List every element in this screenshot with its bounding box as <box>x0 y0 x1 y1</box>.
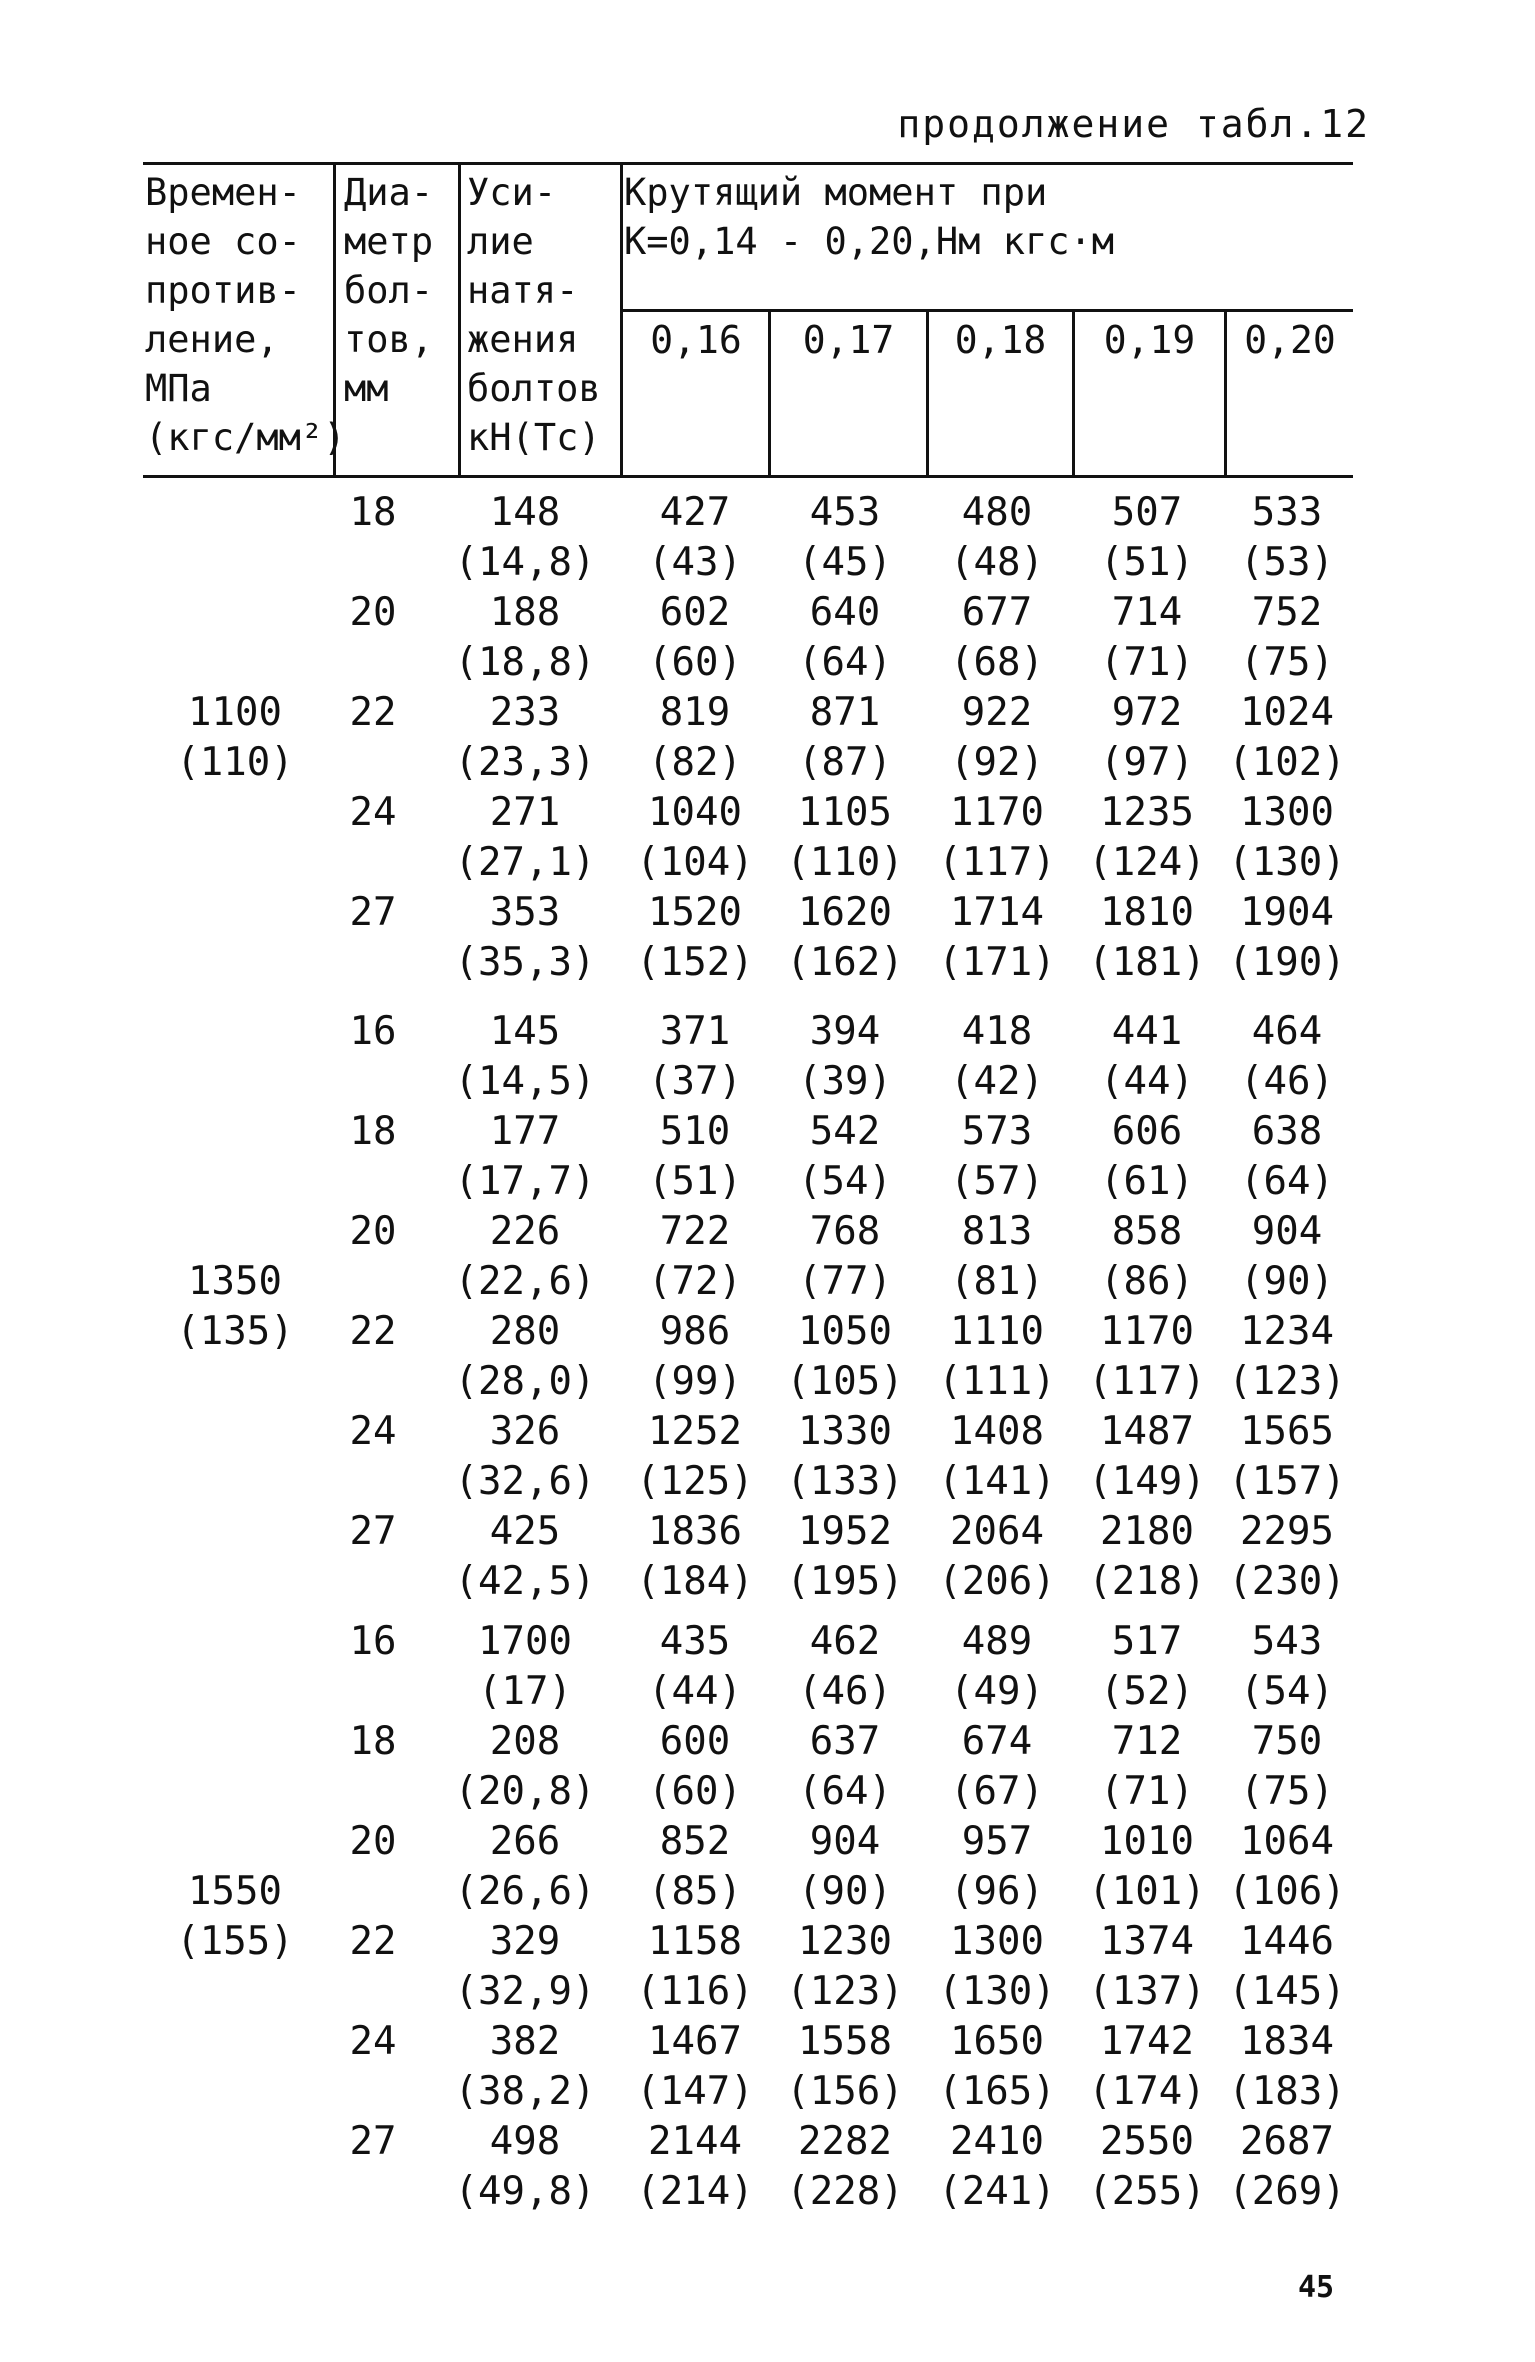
torque-nm-k0: 1040 <box>648 790 742 835</box>
header-bottom-rule <box>143 475 1353 478</box>
header-bolt-diameter: Диа- метр бол- тов, мм <box>344 171 434 410</box>
torque-kgfm-k1: (110) <box>786 840 904 885</box>
torque-kgfm-k0: (85) <box>648 1869 742 1914</box>
header-k-018: 0,18 <box>954 318 1047 362</box>
torque-nm-k3: 1487 <box>1100 1409 1194 1454</box>
torque-kgfm-k3: (86) <box>1100 1259 1194 1304</box>
bolt-diameter: 27 <box>349 890 397 935</box>
tensile-strength-kgf: (155) <box>176 1919 294 1964</box>
torque-nm-k2: 813 <box>961 1209 1033 1254</box>
torque-nm-k0: 1252 <box>648 1409 742 1454</box>
tension-force-kn: 266 <box>489 1819 561 1864</box>
tension-force-tc: (35,3) <box>454 940 596 985</box>
torque-kgfm-k2: (96) <box>950 1869 1044 1914</box>
torque-kgfm-k0: (99) <box>648 1359 742 1404</box>
torque-nm-k0: 435 <box>659 1619 731 1664</box>
torque-nm-k4: 1565 <box>1240 1409 1334 1454</box>
torque-kgfm-k3: (61) <box>1100 1159 1194 1204</box>
torque-nm-k2: 677 <box>961 590 1033 635</box>
tension-force-kn: 1700 <box>478 1619 572 1664</box>
torque-kgfm-k0: (116) <box>636 1969 754 2014</box>
torque-nm-k0: 1520 <box>648 890 742 935</box>
bolt-diameter: 18 <box>349 1109 397 1154</box>
torque-nm-k1: 640 <box>809 590 881 635</box>
bolt-diameter: 16 <box>349 1009 397 1054</box>
torque-nm-k3: 858 <box>1111 1209 1183 1254</box>
torque-kgfm-k0: (72) <box>648 1259 742 1304</box>
torque-nm-k3: 1742 <box>1100 2019 1194 2064</box>
torque-kgfm-k0: (82) <box>648 740 742 785</box>
torque-nm-k0: 510 <box>659 1109 731 1154</box>
bolt-diameter: 20 <box>349 1819 397 1864</box>
torque-kgfm-k4: (123) <box>1228 1359 1346 1404</box>
torque-kgfm-k4: (90) <box>1240 1259 1334 1304</box>
torque-kgfm-k3: (137) <box>1088 1969 1206 2014</box>
tension-force-kn: 382 <box>489 2019 561 2064</box>
tension-force-kn: 188 <box>489 590 561 635</box>
header-k-019: 0,19 <box>1103 318 1196 362</box>
torque-kgfm-k2: (67) <box>950 1769 1044 1814</box>
torque-nm-k4: 1834 <box>1240 2019 1334 2064</box>
torque-nm-k1: 1230 <box>798 1919 892 1964</box>
torque-kgfm-k2: (68) <box>950 640 1044 685</box>
header-top-rule <box>143 162 1353 165</box>
bolt-diameter: 18 <box>349 1719 397 1764</box>
tension-force-tc: (49,8) <box>454 2169 596 2214</box>
torque-nm-k3: 2550 <box>1100 2119 1194 2164</box>
header-k-020: 0,20 <box>1244 318 1336 362</box>
tension-force-kn: 233 <box>489 690 561 735</box>
bolt-diameter: 16 <box>349 1619 397 1664</box>
torque-kgfm-k3: (51) <box>1100 540 1194 585</box>
torque-kgfm-k1: (156) <box>786 2069 904 2114</box>
tensile-strength-kgf: (135) <box>176 1309 294 1354</box>
tension-force-tc: (22,6) <box>454 1259 596 1304</box>
torque-kgfm-k0: (44) <box>648 1669 742 1714</box>
torque-kgfm-k0: (60) <box>648 1769 742 1814</box>
torque-kgfm-k2: (81) <box>950 1259 1044 1304</box>
bolt-diameter: 24 <box>349 1409 397 1454</box>
tension-force-kn: 329 <box>489 1919 561 1964</box>
page-number: 45 <box>1298 2270 1335 2305</box>
tension-force-tc: (17) <box>478 1669 572 1714</box>
torque-kgfm-k2: (117) <box>938 840 1056 885</box>
torque-nm-k3: 712 <box>1111 1719 1183 1764</box>
torque-nm-k3: 1010 <box>1100 1819 1194 1864</box>
torque-kgfm-k2: (171) <box>938 940 1056 985</box>
tensile-strength-value: 1100 <box>188 690 282 735</box>
tension-force-kn: 226 <box>489 1209 561 1254</box>
header-tensile-strength: Времен- ное со- против- ление, МПа (кгс/мм²) <box>145 171 346 459</box>
torque-kgfm-k2: (92) <box>950 740 1044 785</box>
torque-kgfm-k4: (54) <box>1240 1669 1334 1714</box>
torque-nm-k1: 1558 <box>798 2019 892 2064</box>
torque-kgfm-k4: (157) <box>1228 1459 1346 1504</box>
bolt-diameter: 20 <box>349 1209 397 1254</box>
tension-force-tc: (18,8) <box>454 640 596 685</box>
bolt-diameter: 27 <box>349 2119 397 2164</box>
torque-kgfm-k2: (241) <box>938 2169 1056 2214</box>
torque-nm-k1: 871 <box>809 690 881 735</box>
tensile-strength-value: 1350 <box>188 1259 282 1304</box>
tension-force-tc: (32,9) <box>454 1969 596 2014</box>
torque-nm-k2: 2064 <box>950 1509 1044 1554</box>
torque-kgfm-k2: (42) <box>950 1059 1044 1104</box>
torque-nm-k2: 1170 <box>950 790 1044 835</box>
torque-kgfm-k1: (195) <box>786 1559 904 1604</box>
torque-nm-k3: 507 <box>1111 490 1183 535</box>
torque-nm-k2: 480 <box>961 490 1033 535</box>
subheader-rule <box>623 309 1353 312</box>
torque-nm-k1: 637 <box>809 1719 881 1764</box>
torque-kgfm-k4: (106) <box>1228 1869 1346 1914</box>
torque-kgfm-k1: (54) <box>798 1159 892 1204</box>
torque-nm-k3: 714 <box>1111 590 1183 635</box>
torque-nm-k4: 904 <box>1251 1209 1323 1254</box>
torque-nm-k1: 768 <box>809 1209 881 1254</box>
torque-kgfm-k2: (141) <box>938 1459 1056 1504</box>
torque-kgfm-k0: (147) <box>636 2069 754 2114</box>
torque-kgfm-k1: (77) <box>798 1259 892 1304</box>
header-k-017: 0,17 <box>802 318 895 362</box>
tension-force-tc: (17,7) <box>454 1159 596 1204</box>
torque-kgfm-k4: (75) <box>1240 1769 1334 1814</box>
torque-kgfm-k1: (90) <box>798 1869 892 1914</box>
torque-kgfm-k2: (130) <box>938 1969 1056 2014</box>
torque-nm-k0: 600 <box>659 1719 731 1764</box>
tension-force-tc: (38,2) <box>454 2069 596 2114</box>
bolt-diameter: 24 <box>349 2019 397 2064</box>
torque-kgfm-k3: (149) <box>1088 1459 1206 1504</box>
torque-kgfm-k3: (181) <box>1088 940 1206 985</box>
bolt-diameter: 22 <box>349 690 397 735</box>
tension-force-tc: (26,6) <box>454 1869 596 1914</box>
torque-nm-k3: 1374 <box>1100 1919 1194 1964</box>
torque-kgfm-k0: (184) <box>636 1559 754 1604</box>
torque-kgfm-k0: (125) <box>636 1459 754 1504</box>
tension-force-tc: (14,5) <box>454 1059 596 1104</box>
torque-kgfm-k3: (117) <box>1088 1359 1206 1404</box>
torque-nm-k2: 922 <box>961 690 1033 735</box>
tension-force-kn: 280 <box>489 1309 561 1354</box>
header-divider-2 <box>458 162 461 475</box>
torque-kgfm-k4: (46) <box>1240 1059 1334 1104</box>
torque-kgfm-k4: (130) <box>1228 840 1346 885</box>
torque-kgfm-k2: (111) <box>938 1359 1056 1404</box>
torque-kgfm-k0: (214) <box>636 2169 754 2214</box>
torque-nm-k0: 2144 <box>648 2119 742 2164</box>
tension-force-kn: 353 <box>489 890 561 935</box>
torque-nm-k3: 1235 <box>1100 790 1194 835</box>
tension-force-kn: 148 <box>489 490 561 535</box>
torque-kgfm-k2: (48) <box>950 540 1044 585</box>
torque-nm-k2: 1650 <box>950 2019 1044 2064</box>
torque-kgfm-k0: (104) <box>636 840 754 885</box>
torque-kgfm-k0: (60) <box>648 640 742 685</box>
torque-kgfm-k0: (152) <box>636 940 754 985</box>
torque-nm-k2: 674 <box>961 1719 1033 1764</box>
torque-kgfm-k4: (230) <box>1228 1559 1346 1604</box>
torque-nm-k3: 2180 <box>1100 1509 1194 1554</box>
torque-nm-k1: 453 <box>809 490 881 535</box>
torque-kgfm-k3: (255) <box>1088 2169 1206 2214</box>
torque-kgfm-k4: (190) <box>1228 940 1346 985</box>
torque-kgfm-k0: (43) <box>648 540 742 585</box>
torque-kgfm-k1: (123) <box>786 1969 904 2014</box>
torque-nm-k2: 1714 <box>950 890 1044 935</box>
tension-force-tc: (23,3) <box>454 740 596 785</box>
tensile-strength-value: 1550 <box>188 1869 282 1914</box>
torque-kgfm-k4: (269) <box>1228 2169 1346 2214</box>
header-k-016: 0,16 <box>650 318 742 362</box>
tension-force-tc: (28,0) <box>454 1359 596 1404</box>
torque-kgfm-k1: (162) <box>786 940 904 985</box>
torque-nm-k3: 1810 <box>1100 890 1194 935</box>
torque-nm-k0: 722 <box>659 1209 731 1254</box>
torque-nm-k1: 2282 <box>798 2119 892 2164</box>
torque-nm-k0: 819 <box>659 690 731 735</box>
table-continuation-caption: продолжение табл.12 <box>897 102 1370 146</box>
torque-nm-k0: 1158 <box>648 1919 742 1964</box>
torque-kgfm-k4: (53) <box>1240 540 1334 585</box>
tension-force-tc: (14,8) <box>454 540 596 585</box>
torque-nm-k3: 441 <box>1111 1009 1183 1054</box>
torque-kgfm-k1: (46) <box>798 1669 892 1714</box>
torque-kgfm-k3: (52) <box>1100 1669 1194 1714</box>
torque-nm-k2: 418 <box>961 1009 1033 1054</box>
torque-kgfm-k1: (64) <box>798 640 892 685</box>
torque-kgfm-k3: (218) <box>1088 1559 1206 1604</box>
torque-kgfm-k3: (71) <box>1100 1769 1194 1814</box>
torque-nm-k0: 371 <box>659 1009 731 1054</box>
torque-nm-k1: 542 <box>809 1109 881 1154</box>
torque-kgfm-k3: (97) <box>1100 740 1194 785</box>
torque-nm-k2: 1110 <box>950 1309 1044 1354</box>
torque-nm-k4: 1904 <box>1240 890 1334 935</box>
torque-nm-k4: 2687 <box>1240 2119 1334 2164</box>
torque-nm-k2: 2410 <box>950 2119 1044 2164</box>
torque-kgfm-k0: (37) <box>648 1059 742 1104</box>
torque-nm-k1: 1050 <box>798 1309 892 1354</box>
torque-kgfm-k1: (228) <box>786 2169 904 2214</box>
torque-kgfm-k3: (124) <box>1088 840 1206 885</box>
tension-force-kn: 145 <box>489 1009 561 1054</box>
torque-kgfm-k2: (57) <box>950 1159 1044 1204</box>
torque-nm-k1: 394 <box>809 1009 881 1054</box>
tension-force-tc: (32,6) <box>454 1459 596 1504</box>
torque-nm-k4: 2295 <box>1240 1509 1334 1554</box>
torque-nm-k3: 972 <box>1111 690 1183 735</box>
torque-nm-k2: 489 <box>961 1619 1033 1664</box>
tension-force-kn: 498 <box>489 2119 561 2164</box>
torque-kgfm-k1: (87) <box>798 740 892 785</box>
header-tension-force: Уси- лие натя- жения болтов кН(Тс) <box>467 171 601 459</box>
tension-force-tc: (20,8) <box>454 1769 596 1814</box>
torque-nm-k4: 750 <box>1251 1719 1323 1764</box>
torque-nm-k3: 1170 <box>1100 1309 1194 1354</box>
torque-nm-k2: 1300 <box>950 1919 1044 1964</box>
bolt-diameter: 20 <box>349 590 397 635</box>
bolt-diameter: 27 <box>349 1509 397 1554</box>
torque-nm-k3: 606 <box>1111 1109 1183 1154</box>
torque-nm-k4: 752 <box>1251 590 1323 635</box>
torque-nm-k4: 1024 <box>1240 690 1334 735</box>
header-divider-3 <box>620 162 623 475</box>
torque-kgfm-k1: (39) <box>798 1059 892 1104</box>
bolt-diameter: 22 <box>349 1919 397 1964</box>
torque-kgfm-k0: (51) <box>648 1159 742 1204</box>
torque-kgfm-k1: (45) <box>798 540 892 585</box>
torque-nm-k3: 517 <box>1111 1619 1183 1664</box>
torque-nm-k1: 904 <box>809 1819 881 1864</box>
header-torque: Крутящий момент при К=0,14 - 0,20,Нм кгс·м <box>624 171 1115 263</box>
torque-nm-k0: 1836 <box>648 1509 742 1554</box>
torque-nm-k0: 1467 <box>648 2019 742 2064</box>
torque-kgfm-k3: (101) <box>1088 1869 1206 1914</box>
bolt-diameter: 24 <box>349 790 397 835</box>
tension-force-kn: 271 <box>489 790 561 835</box>
torque-nm-k1: 1952 <box>798 1509 892 1554</box>
bolt-diameter: 18 <box>349 490 397 535</box>
torque-kgfm-k2: (165) <box>938 2069 1056 2114</box>
torque-nm-k4: 464 <box>1251 1009 1323 1054</box>
tension-force-tc: (42,5) <box>454 1559 596 1604</box>
tension-force-kn: 177 <box>489 1109 561 1154</box>
torque-nm-k4: 1064 <box>1240 1819 1334 1864</box>
torque-nm-k2: 957 <box>961 1819 1033 1864</box>
torque-nm-k4: 533 <box>1251 490 1323 535</box>
torque-nm-k0: 602 <box>659 590 731 635</box>
torque-nm-k4: 1300 <box>1240 790 1334 835</box>
tension-force-tc: (27,1) <box>454 840 596 885</box>
torque-kgfm-k4: (102) <box>1228 740 1346 785</box>
torque-kgfm-k2: (49) <box>950 1669 1044 1714</box>
bolt-diameter: 22 <box>349 1309 397 1354</box>
torque-nm-k2: 1408 <box>950 1409 1044 1454</box>
torque-nm-k2: 573 <box>961 1109 1033 1154</box>
torque-nm-k4: 638 <box>1251 1109 1323 1154</box>
torque-nm-k4: 543 <box>1251 1619 1323 1664</box>
torque-nm-k1: 1105 <box>798 790 892 835</box>
tensile-strength-kgf: (110) <box>176 740 294 785</box>
torque-nm-k4: 1234 <box>1240 1309 1334 1354</box>
torque-kgfm-k4: (75) <box>1240 640 1334 685</box>
torque-kgfm-k2: (206) <box>938 1559 1056 1604</box>
tension-force-kn: 208 <box>489 1719 561 1764</box>
tension-force-kn: 425 <box>489 1509 561 1554</box>
torque-kgfm-k1: (64) <box>798 1769 892 1814</box>
torque-kgfm-k1: (133) <box>786 1459 904 1504</box>
torque-nm-k0: 986 <box>659 1309 731 1354</box>
torque-kgfm-k3: (44) <box>1100 1059 1194 1104</box>
torque-kgfm-k3: (71) <box>1100 640 1194 685</box>
torque-nm-k4: 1446 <box>1240 1919 1334 1964</box>
torque-nm-k0: 852 <box>659 1819 731 1864</box>
torque-kgfm-k4: (145) <box>1228 1969 1346 2014</box>
torque-kgfm-k3: (174) <box>1088 2069 1206 2114</box>
torque-kgfm-k4: (64) <box>1240 1159 1334 1204</box>
torque-kgfm-k4: (183) <box>1228 2069 1346 2114</box>
torque-kgfm-k1: (105) <box>786 1359 904 1404</box>
tension-force-kn: 326 <box>489 1409 561 1454</box>
torque-nm-k1: 462 <box>809 1619 881 1664</box>
torque-nm-k1: 1330 <box>798 1409 892 1454</box>
torque-nm-k1: 1620 <box>798 890 892 935</box>
torque-nm-k0: 427 <box>659 490 731 535</box>
